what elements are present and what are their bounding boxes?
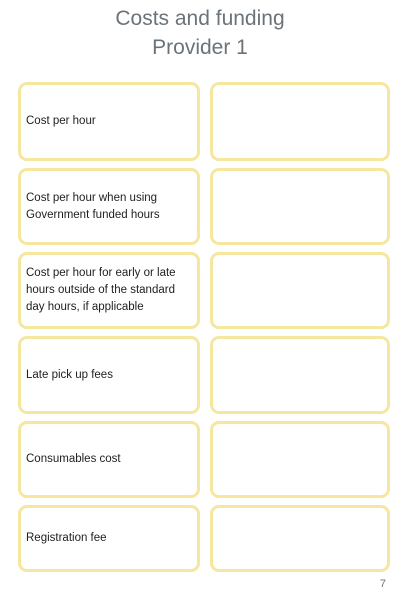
row-value-field[interactable]: [210, 252, 390, 329]
row-value-field[interactable]: [210, 336, 390, 414]
row-label-box: [18, 505, 200, 572]
table-row: [18, 252, 390, 329]
table-row: [18, 421, 390, 498]
row-label-box: [18, 168, 200, 245]
row-value-field[interactable]: [210, 82, 390, 161]
row-label-box: [18, 82, 200, 161]
row-label: Cost per hour for early or late hours outside of the standard day hours, if applicable: [26, 267, 176, 313]
table-row: [18, 336, 390, 414]
row-label: Late pick up fees: [26, 368, 113, 381]
row-value-field[interactable]: [210, 168, 390, 245]
page-title-line-1: Costs and funding: [115, 7, 285, 30]
row-value-field[interactable]: [210, 505, 390, 572]
table-row: [18, 168, 390, 245]
row-label: Registration fee: [26, 532, 107, 544]
row-label-box: [18, 421, 200, 498]
row-label-box: [18, 252, 200, 329]
page-number: 7: [379, 578, 386, 590]
row-label: Cost per hour when using Government funded hours: [26, 191, 160, 221]
page-title-line-2: Provider 1: [152, 36, 248, 59]
row-label: Cost per hour: [26, 115, 96, 127]
row-label-box: [18, 336, 200, 414]
table-row: [18, 505, 390, 572]
row-value-field[interactable]: [210, 421, 390, 498]
table-row: [18, 82, 390, 161]
row-label: Consumables cost: [26, 453, 121, 465]
